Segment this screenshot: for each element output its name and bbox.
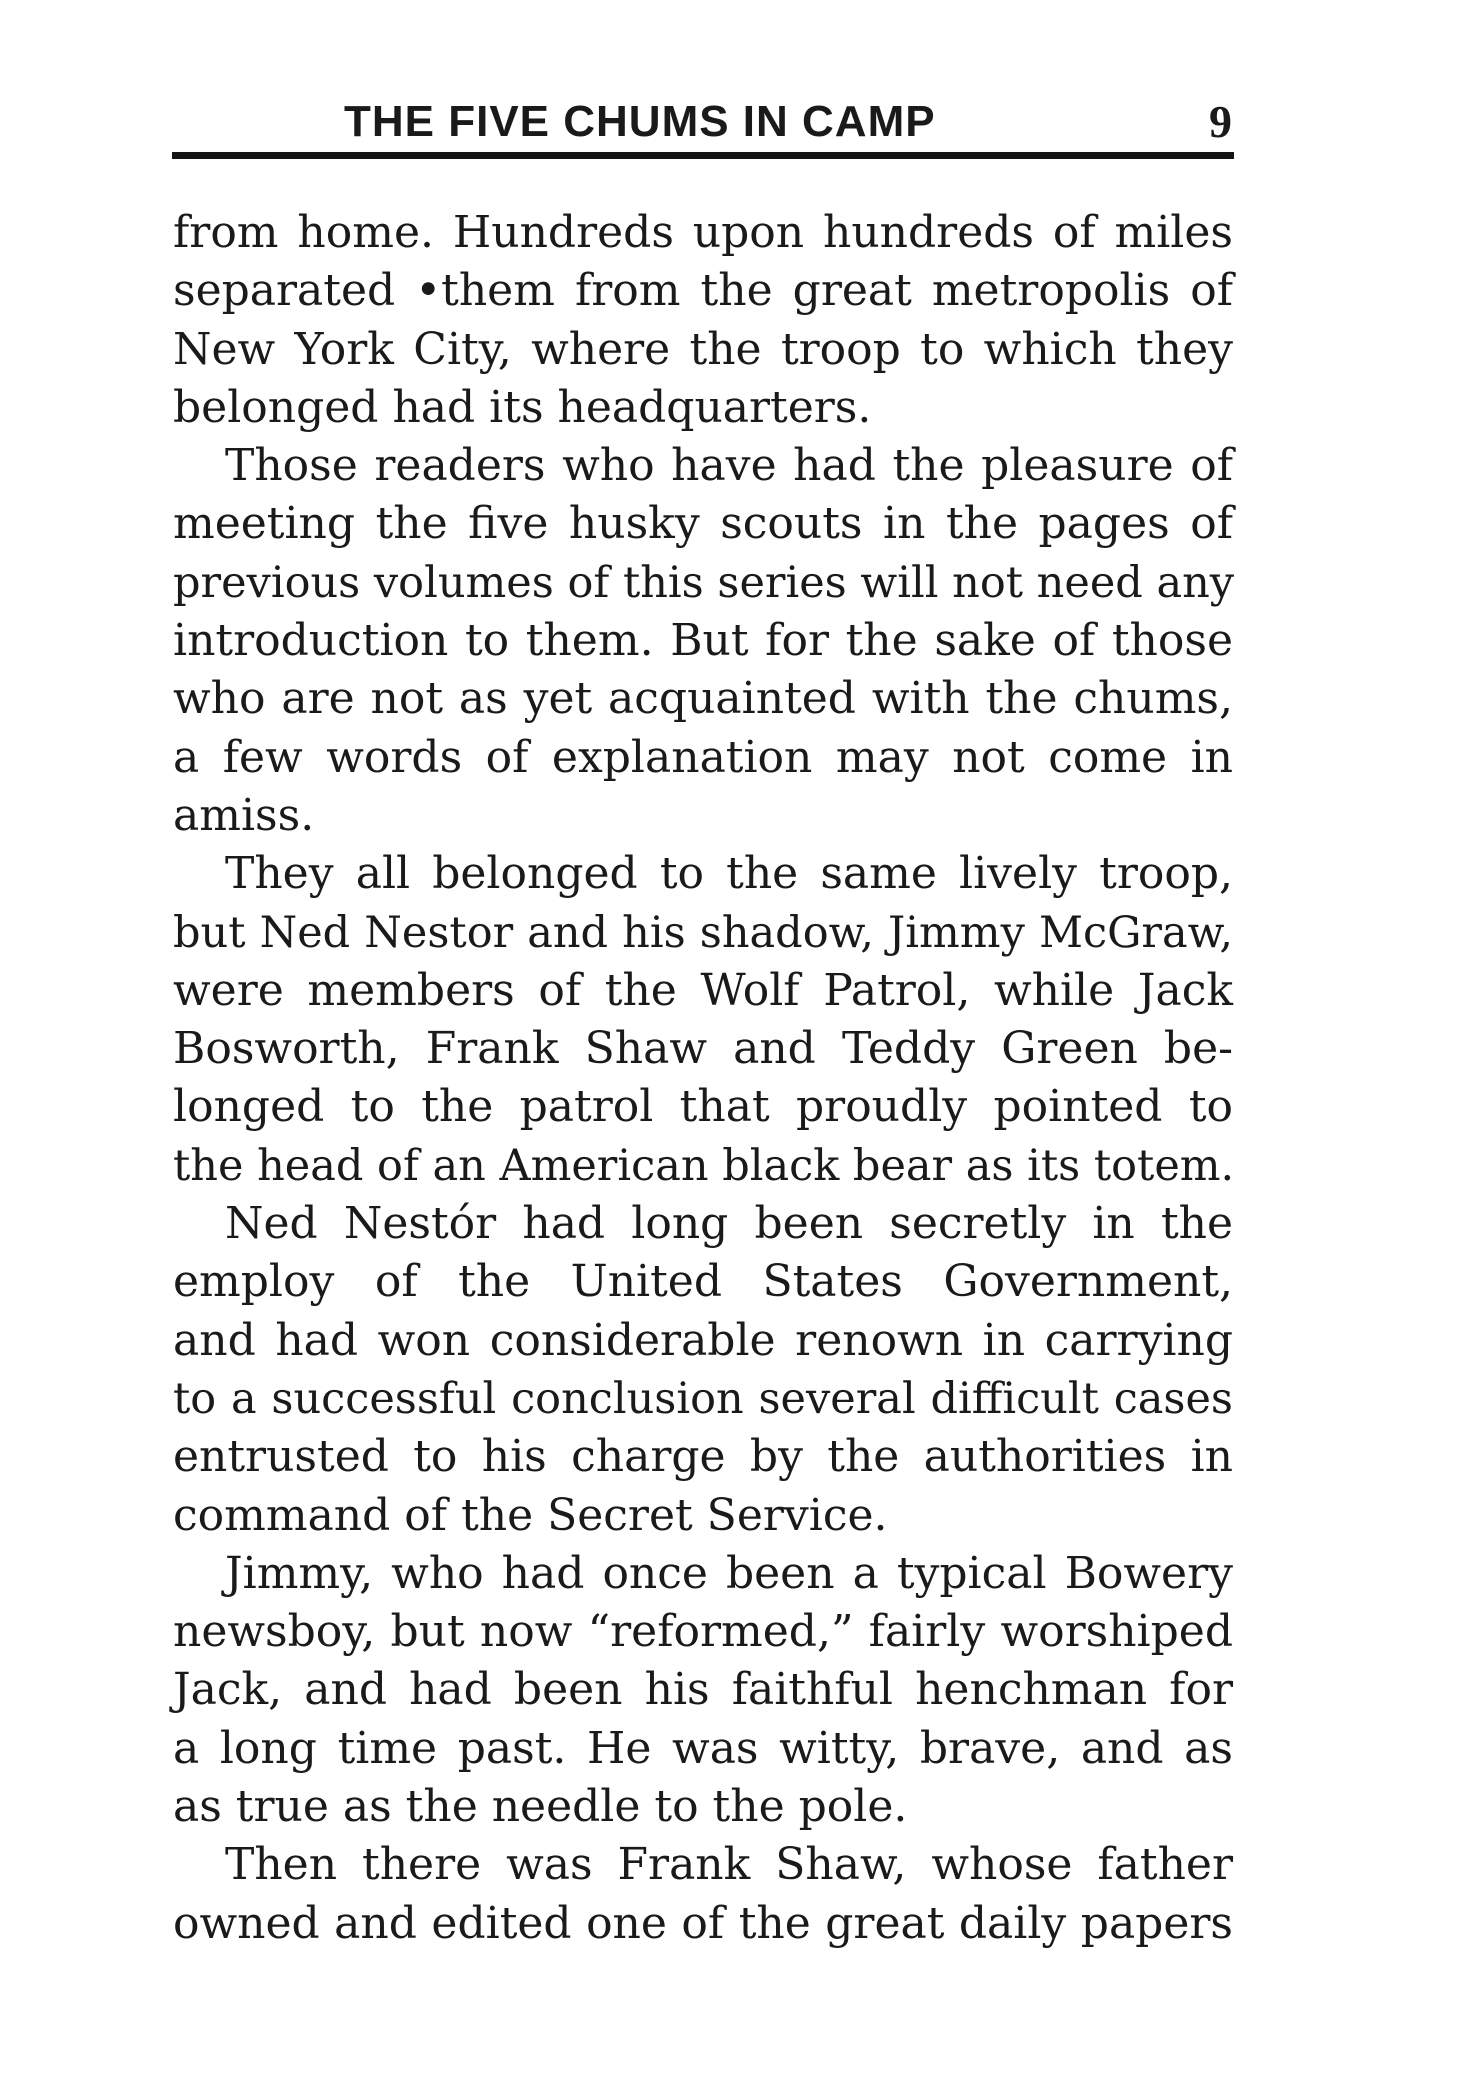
- text-line: longed to the patrol that proudly pointed to: [173, 1081, 1233, 1133]
- text-line: Ned Nestór had long been secretly in the: [225, 1198, 1233, 1250]
- text-line: command of the Secret Service.: [173, 1489, 888, 1541]
- text-line: entrusted to his charge by the authorities in: [173, 1431, 1233, 1483]
- text-line: Those readers who have had the pleasure of: [225, 440, 1233, 492]
- text-line: meeting the five husky scouts in the pages of: [173, 498, 1233, 550]
- text-line: owned and edited one of the great daily papers: [173, 1897, 1233, 1949]
- text-line: Jimmy, who had once been a typical Bowery: [225, 1547, 1233, 1599]
- text-line: introduction to them. But for the sake of those: [173, 615, 1233, 667]
- body-text: [173, 204, 1233, 1953]
- running-head: [174, 92, 1232, 154]
- text-line: Then there was Frank Shaw, whose father: [225, 1839, 1233, 1891]
- text-line: who are not as yet acquainted with the chums,: [173, 673, 1233, 725]
- text-line: New York City, where the troop to which they: [173, 323, 1233, 375]
- text-line: separated •them from the great metropolis of: [173, 265, 1233, 317]
- text-line: belonged had its headquarters.: [173, 381, 872, 433]
- text-line: from home. Hundreds upon hundreds of miles: [173, 207, 1233, 258]
- text-line: newsboy, but now “reformed,” fairly worshiped: [173, 1606, 1233, 1658]
- page-number: 9: [1209, 96, 1232, 147]
- text-line: to a successful conclusion several difficult cases: [173, 1373, 1233, 1424]
- text-line: employ of the United States Government,: [173, 1256, 1233, 1308]
- running-title: THE FIVE CHUMS IN CAMP: [344, 97, 936, 146]
- text-line: a few words of explanation may not come in: [173, 731, 1233, 783]
- text-line: the head of an American black bear as its totem.: [173, 1140, 1235, 1191]
- text-line: a long time past. He was witty, brave, and as: [173, 1722, 1233, 1774]
- text-line: and had won considerable renown in carrying: [173, 1314, 1233, 1366]
- header-rule: [172, 152, 1234, 159]
- text-line: Jack, and had been his faithful henchman for: [173, 1664, 1233, 1716]
- text-line: as true as the needle to the pole.: [173, 1781, 908, 1833]
- text-line: but Ned Nestor and his shadow, Jimmy McGraw,: [173, 907, 1233, 958]
- text-line: amiss.: [173, 789, 315, 841]
- text-line: were members of the Wolf Patrol, while Jack: [173, 964, 1233, 1016]
- text-line: They all belonged to the same lively troop,: [225, 848, 1233, 900]
- text-line: previous volumes of this series will not need any: [173, 557, 1235, 608]
- text-line: Bosworth, Frank Shaw and Teddy Green be-: [173, 1023, 1233, 1075]
